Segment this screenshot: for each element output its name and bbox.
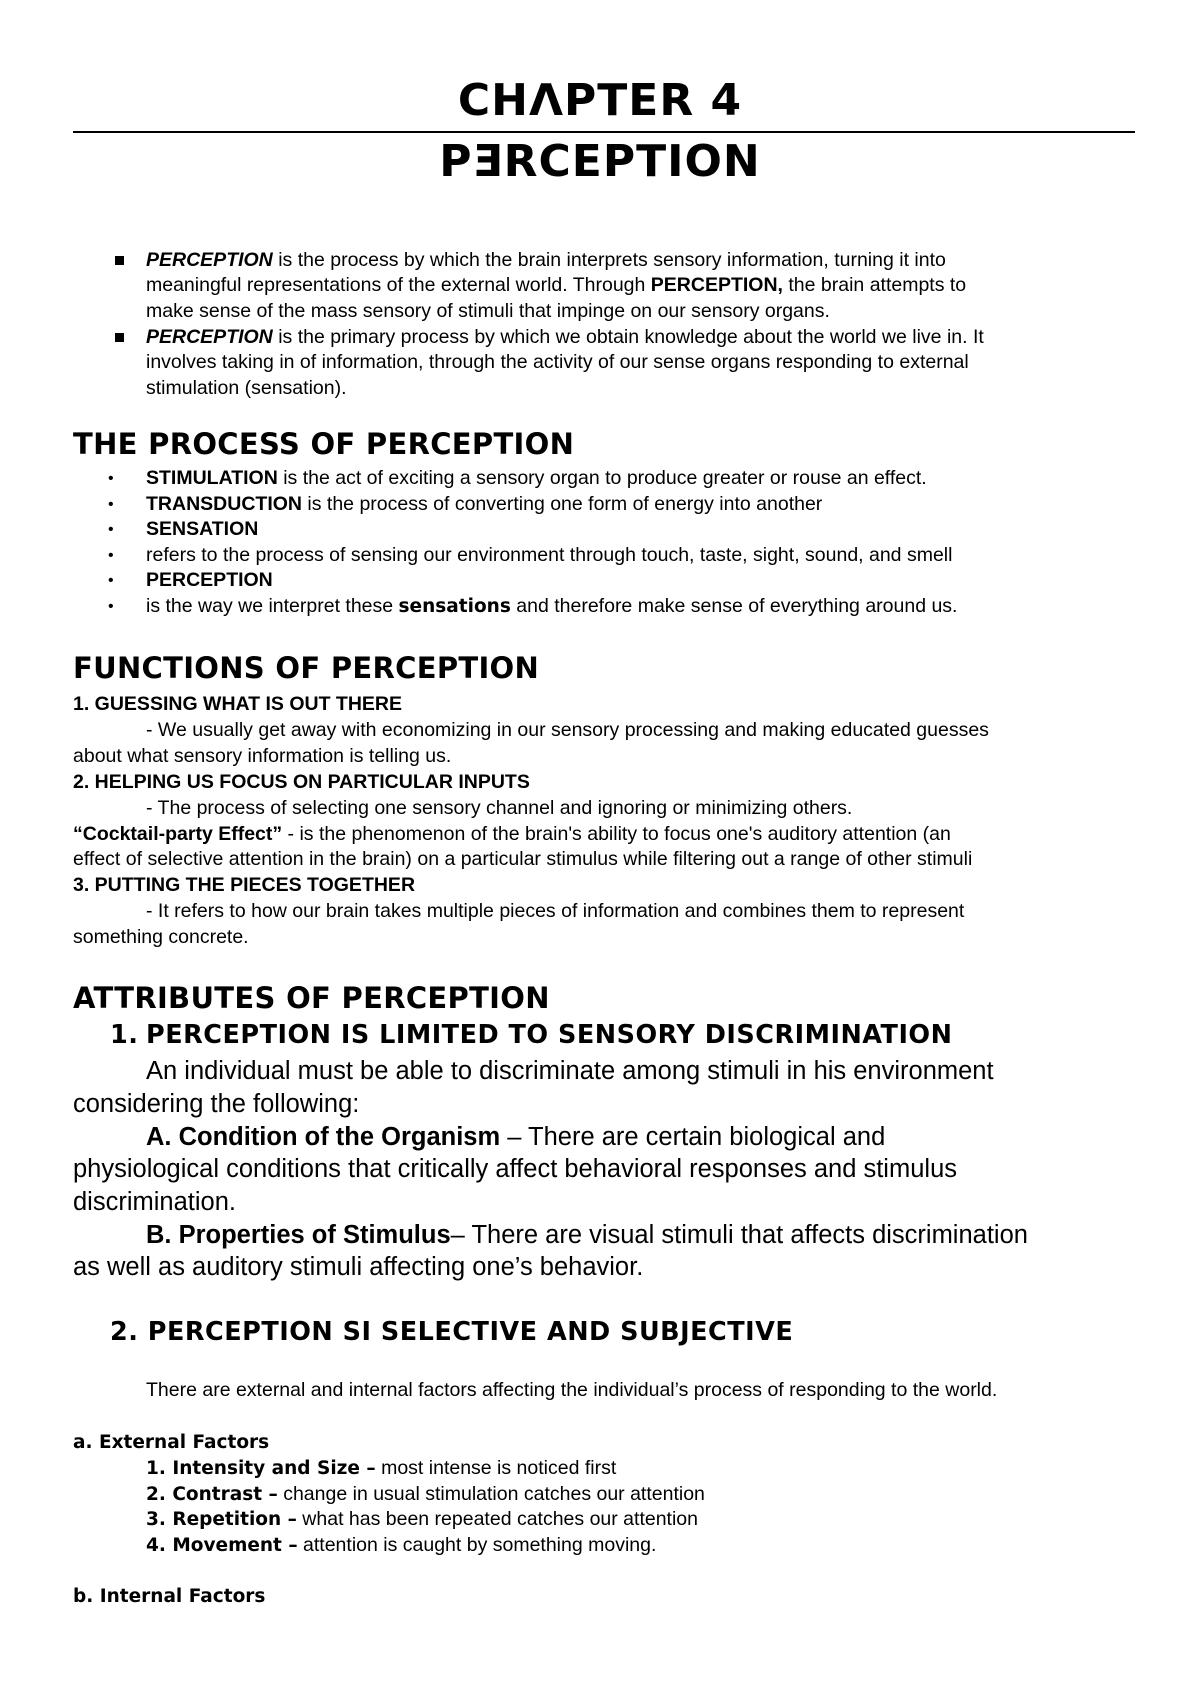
properties-of-stimulus-line-1: B. Properties of Stimulus– There are visual stimuli that affects discrimination (146, 1221, 1028, 1249)
bullet-icon: • (108, 470, 114, 487)
intro-bullet-2-line-3: stimulation (sensation). (146, 377, 347, 399)
process-item-perception-definition: is the way we interpret these sensations and therefore make sense of everything around us. (146, 595, 958, 617)
process-item-transduction: TRANSDUCTION is the process of converting one form of energy into another (146, 493, 823, 515)
intro-bullet-2-line-2: involves taking in of information, through the activity of our sense organs responding to external (146, 351, 969, 373)
bullet-icon: • (108, 547, 114, 564)
square-bullet-icon (115, 256, 124, 265)
attribute-1-line-1: An individual must be able to discriminate among stimuli in his environment (146, 1057, 994, 1085)
function-1-line-2: about what sensory information is telling us. (73, 745, 452, 767)
attribute-2-title: 2. PERCEPTION SI SELECTIVE AND SUBJECTIVE (110, 1317, 794, 1347)
process-item-perception: PERCEPTION (146, 569, 273, 591)
process-item-stimulation: STIMULATION is the act of exciting a sensory organ to produce greater or rouse an effect. (146, 467, 927, 489)
attribute-1-title: PERCEPTION IS LIMITED TO SENSORY DISCRIMINATION (146, 1020, 953, 1050)
bullet-icon: • (108, 572, 114, 589)
cocktail-party-line-2: effect of selective attention in the brain) on a particular stimulus while filtering out a range of other stimuli (73, 848, 973, 870)
external-factor-1: 1. Intensity and Size – most intense is noticed first (146, 1457, 617, 1479)
process-item-sensation-definition: refers to the process of sensing our environment through touch, taste, sight, sound, and smell (146, 544, 953, 566)
condition-of-organism-line-2: physiological conditions that critically affect behavioral responses and stimulus (73, 1155, 957, 1183)
bullet-icon: • (108, 521, 114, 538)
page-title: PƎRCEPTION (439, 136, 761, 187)
cocktail-party-line-1: “Cocktail-party Effect” - is the phenomenon of the brain's ability to focus one's auditory attention (an (73, 823, 951, 845)
intro-bullet-2-line-1: PERCEPTION is the primary process by which we obtain knowledge about the world we live in. It (146, 326, 984, 348)
process-item-sensation: SENSATION (146, 518, 259, 540)
functions-heading: FUNCTIONS OF PERCEPTION (73, 651, 540, 685)
external-factor-2: 2. Contrast – change in usual stimulation catches our attention (146, 1483, 705, 1505)
condition-of-organism-line-1: A. Condition of the Organism – There are certain biological and (146, 1123, 886, 1151)
intro-bullet-1-line-1: PERCEPTION is the process by which the brain interprets sensory information, turning it into (146, 249, 946, 271)
function-1-title: 1. GUESSING WHAT IS OUT THERE (73, 693, 402, 715)
external-factor-3: 3. Repetition – what has been repeated catches our attention (146, 1508, 698, 1530)
square-bullet-icon (115, 333, 124, 342)
function-3-line-1: - It refers to how our brain takes multiple pieces of information and combines them to represent (146, 900, 965, 922)
function-3-line-2: something concrete. (73, 926, 249, 948)
attributes-heading: ATTRIBUTES OF PERCEPTION (73, 981, 550, 1015)
external-factor-4: 4. Movement – attention is caught by something moving. (146, 1534, 657, 1556)
intro-bullet-1-line-3: make sense of the mass sensory of stimuli that impinge on our sensory organs. (146, 300, 830, 322)
properties-of-stimulus-line-2: as well as auditory stimuli affecting one’s behavior. (73, 1253, 644, 1281)
attribute-1-number: 1. (110, 1020, 139, 1050)
function-2-title: 2. HELPING US FOCUS ON PARTICULAR INPUTS (73, 771, 530, 793)
condition-of-organism-line-3: discrimination. (73, 1188, 236, 1216)
internal-factors-title: b. Internal Factors (73, 1586, 266, 1607)
process-heading: THE PROCESS OF PERCEPTION (73, 427, 575, 461)
external-factors-title: a. External Factors (73, 1432, 270, 1453)
bullet-icon: • (108, 496, 114, 513)
function-2-line-1: - The process of selecting one sensory channel and ignoring or minimizing others. (146, 797, 853, 819)
function-3-title: 3. PUTTING THE PIECES TOGETHER (73, 874, 416, 896)
attribute-1-line-2: considering the following: (73, 1090, 360, 1118)
title-rule (73, 131, 1135, 133)
attribute-2-text: There are external and internal factors affecting the individual’s process of responding to the world. (146, 1379, 998, 1401)
intro-bullet-1-line-2: meaningful representations of the external world. Through PERCEPTION, the brain attempts to (146, 274, 967, 296)
function-1-line-1: - We usually get away with economizing in our sensory processing and making educated guesses (146, 719, 989, 741)
bullet-icon: • (108, 598, 114, 615)
chapter-heading: CHΛPTER 4 (457, 75, 743, 126)
